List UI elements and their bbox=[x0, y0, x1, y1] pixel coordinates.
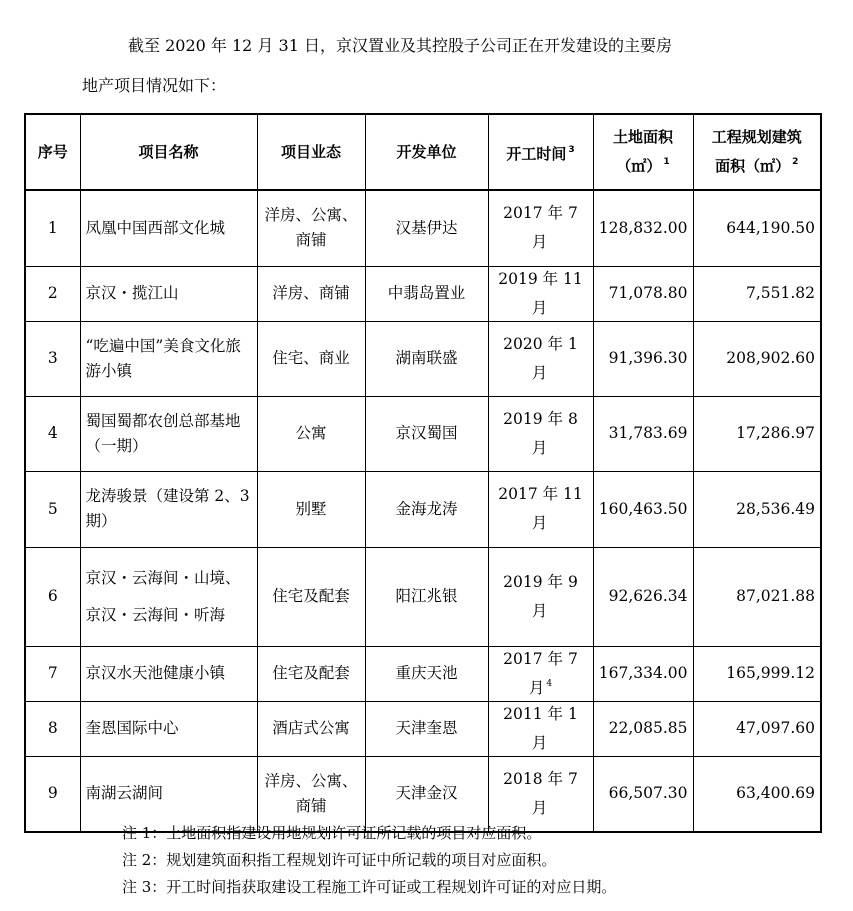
table-row: 1 凤凰中国西部文化城 洋房、公寓、商铺 汉基伊达 2017 年 7 月 128,832.00 644,190.50 bbox=[25, 190, 821, 266]
header-name: 项目名称 bbox=[80, 114, 257, 190]
note-1: 注 1：土地面积指建设用地规划许可证所记载的项目对应面积。 bbox=[122, 824, 542, 842]
header-build-area: 工程规划建筑 面积（㎡） $^2$ bbox=[693, 114, 821, 190]
note-3: 注 3：开工时间指获取建设工程施工许可证或工程规划许可证的对应日期。 bbox=[122, 878, 617, 896]
table-row: 8 奎恩国际中心 酒店式公寓 天津奎恩 2011 年 1 月 22,085.85 47,097.60 bbox=[25, 701, 821, 756]
table-notes bbox=[122, 820, 616, 901]
header-no: 序号 bbox=[25, 114, 80, 190]
intro-paragraph bbox=[82, 26, 822, 106]
header-developer: 开发单位 bbox=[365, 114, 488, 190]
table-row: 5 龙涛骏景（建设第 2、3 期） 别墅 金海龙涛 2017 年 11 月 160,463.50 28,536.49 bbox=[25, 471, 821, 547]
intro-line-1: 截至 2020 年 12 月 31 日，京汉置业及其控股子公司正在开发建设的主要房 bbox=[128, 36, 672, 55]
table-row: 2 京汉・揽江山 洋房、商铺 中翡岛置业 2019 年 11 月 71,078.80 7,551.82 bbox=[25, 266, 821, 321]
table-row: 9 南湖云湖间 洋房、公寓、商铺 天津金汉 2018 年 7 月 66,507.30 63,400.69 bbox=[25, 756, 821, 832]
header-start: 开工时间 $^3$ bbox=[488, 114, 593, 190]
table-row: 7 京汉水天池健康小镇 住宅及配套 重庆天池 2017 年 7 月 $^4$ 167,334.00 165,999.12 bbox=[25, 646, 821, 701]
table-row: 6 京汉・云海间・山境、 京汉・云海间・听海 住宅及配套 阳江兆银 2019 年 9 月 92,626.34 87,021.88 bbox=[25, 547, 821, 646]
header-land-area: 土地面积 （㎡） $^1$ bbox=[593, 114, 693, 190]
table-row: 4 蜀国蜀都农创总部基地（一期） 公寓 京汉蜀国 2019 年 8 月 31,783.69 17,286.97 bbox=[25, 396, 821, 471]
table-row: 3 “吃遍中国”美食文化旅游小镇 住宅、商业 湖南联盛 2020 年 1 月 91,396.30 208,902.60 bbox=[25, 321, 821, 396]
project-table bbox=[24, 113, 822, 833]
table-header-row bbox=[25, 114, 821, 190]
note-2: 注 2：规划建筑面积指工程规划许可证中所记载的项目对应面积。 bbox=[122, 851, 557, 869]
intro-line-2: 地产项目情况如下： bbox=[82, 76, 227, 95]
header-type: 项目业态 bbox=[257, 114, 365, 190]
